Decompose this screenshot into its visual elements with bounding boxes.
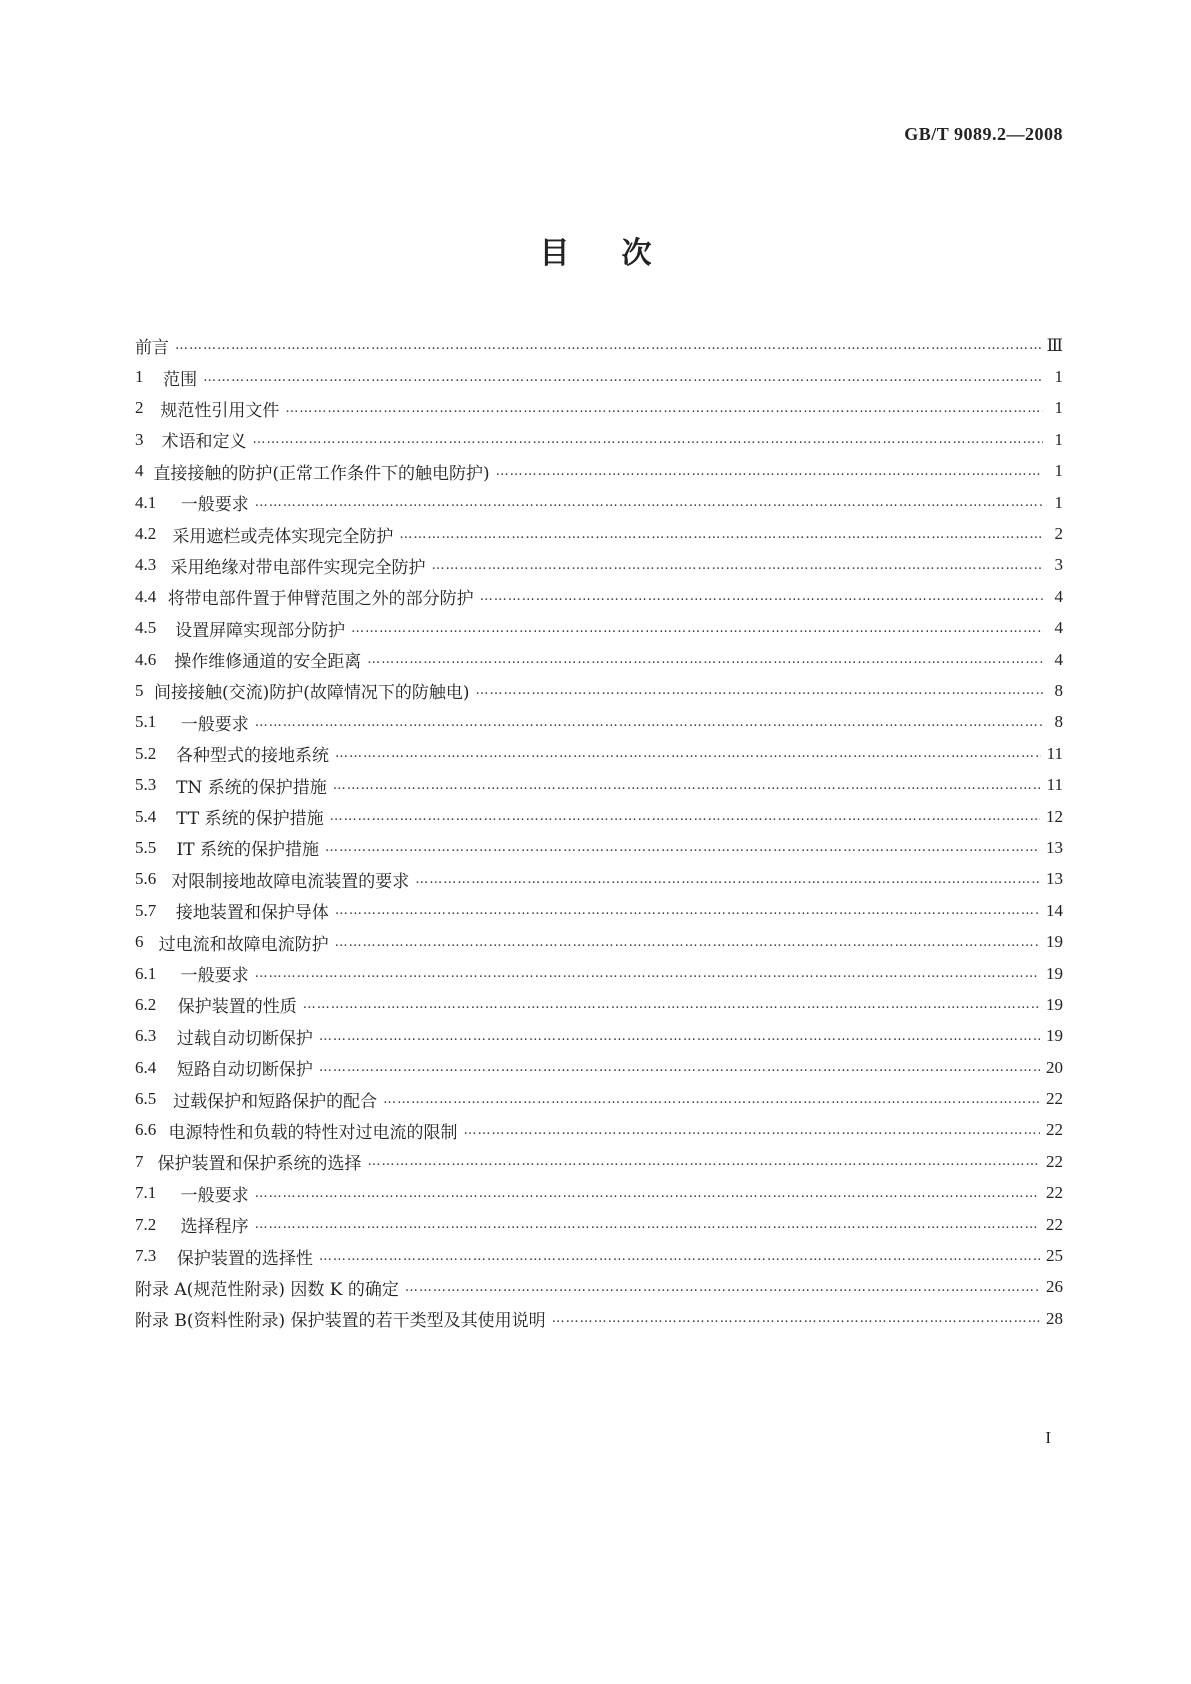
toc-leader-dots [405, 1280, 1040, 1295]
toc-entry[interactable] [135, 1303, 1063, 1334]
toc-entry-page: 22 [1046, 1214, 1063, 1234]
toc-entry-number: 7 [135, 1151, 144, 1171]
toc-entry[interactable] [135, 550, 1063, 581]
toc-leader-dots [463, 1123, 1040, 1138]
toc-leader-dots [415, 872, 1040, 887]
toc-leader-dots [252, 432, 1043, 447]
toc-leader-dots [552, 1311, 1040, 1326]
toc-entry-number: 6.5 [135, 1089, 157, 1109]
toc-entry-label: 采用绝缘对带电部件实现完全防护 [170, 557, 426, 578]
toc-entry-page: 19 [1046, 963, 1063, 983]
toc-entry[interactable] [135, 675, 1063, 706]
toc-entry-number: 6.3 [135, 1026, 157, 1046]
toc-entry-page: 19 [1046, 994, 1063, 1014]
toc-entry[interactable] [135, 581, 1063, 612]
toc-entry-number: 4 [135, 461, 144, 481]
toc-entry-label: IT 系统的保护措施 [176, 840, 319, 861]
toc-entry-number: 6.6 [135, 1120, 157, 1140]
toc-leader-dots [319, 1249, 1040, 1264]
toc-leader-dots [335, 903, 1040, 918]
toc-entry-number: 5.7 [135, 900, 157, 920]
toc-entry-page: 22 [1046, 1089, 1063, 1109]
toc-entry-number: 5.1 [135, 712, 157, 732]
toc-leader-dots [319, 1060, 1040, 1075]
toc-entry-page: Ⅲ [1046, 335, 1063, 355]
toc-entry-label: 短路自动切断保护 [176, 1060, 313, 1081]
toc-leader-dots [325, 840, 1040, 855]
toc-leader-dots [175, 338, 1041, 353]
toc-leader-dots [319, 1029, 1040, 1044]
toc-entry-page: 1 [1054, 398, 1063, 418]
toc-leader-dots [476, 683, 1043, 698]
toc-entry-label: 操作维修通道的安全距离 [174, 652, 362, 673]
toc-entry-number: 4.1 [135, 492, 157, 512]
toc-entry-page: 1 [1054, 367, 1063, 387]
toc-entry-number: 5.3 [135, 775, 157, 795]
toc-entry-number: 5.6 [135, 869, 157, 889]
toc-entry-number: 5.4 [135, 806, 157, 826]
toc-entry-label: 接地装置和保护导体 [175, 903, 329, 924]
toc-entry-number: 4.6 [135, 649, 157, 669]
toc-entry-number: 5 [135, 680, 144, 700]
toc-entry-page: 12 [1046, 806, 1063, 826]
toc-entry-label: 设置屏障实现部分防护 [175, 620, 346, 641]
toc-entry[interactable] [135, 456, 1063, 487]
standard-code: GB/T 9089.2—2008 [904, 124, 1063, 144]
toc-leader-dots [480, 589, 1043, 604]
toc-entry-number: 6.4 [135, 1057, 157, 1077]
toc-entry-page: 1 [1054, 429, 1063, 449]
toc-leader-dots [303, 997, 1040, 1012]
toc-leader-dots [383, 1092, 1040, 1107]
toc-leader-dots [330, 809, 1040, 824]
toc-entry[interactable] [135, 1083, 1063, 1114]
toc-entry-page: 22 [1046, 1151, 1063, 1171]
toc-entry[interactable] [135, 1021, 1063, 1052]
toc-entry-number: 5.5 [135, 837, 157, 857]
toc-leader-dots [399, 527, 1043, 542]
toc-entry-number: 4.5 [135, 618, 157, 638]
toc-entry-number: 1 [135, 367, 144, 387]
toc-entry-page: 13 [1046, 869, 1063, 889]
toc-entry[interactable] [135, 895, 1063, 926]
toc-entry-page: 19 [1046, 932, 1063, 952]
toc-entry[interactable] [135, 1272, 1063, 1303]
toc-entry[interactable] [135, 958, 1063, 989]
toc-entry[interactable] [135, 864, 1063, 895]
toc-entry-page: 20 [1046, 1057, 1063, 1077]
toc-entry[interactable] [135, 424, 1063, 455]
toc-entry-label: 一般要求 [180, 1185, 249, 1206]
toc-leader-dots [255, 1186, 1040, 1201]
toc-leader-dots [367, 652, 1043, 667]
toc-entry-number: 7.1 [135, 1183, 157, 1203]
toc-entry[interactable] [135, 361, 1063, 392]
toc-entry[interactable] [135, 1209, 1063, 1240]
toc-leader-dots [333, 778, 1041, 793]
toc-entry[interactable] [135, 738, 1063, 769]
toc-entry-label: 过载保护和短路保护的配合 [173, 1091, 378, 1112]
toc-entry-number: 6.2 [135, 994, 157, 1014]
toc-entry-page: 8 [1054, 712, 1063, 732]
toc-entry[interactable] [135, 518, 1063, 549]
toc-entry[interactable] [135, 393, 1063, 424]
toc-entry-label: 选择程序 [180, 1217, 249, 1238]
toc-leader-dots [255, 1217, 1040, 1232]
table-of-contents [135, 330, 1063, 1335]
toc-entry-number: 7.2 [135, 1214, 157, 1234]
toc-entry-label: 各种型式的接地系统 [175, 746, 329, 767]
toc-entry-page: 25 [1046, 1246, 1063, 1266]
toc-entry[interactable] [135, 613, 1063, 644]
toc-entry[interactable] [135, 989, 1063, 1020]
toc-leader-dots [203, 370, 1043, 385]
toc-entry-label: 一般要求 [180, 714, 249, 735]
toc-entry[interactable] [135, 1240, 1063, 1271]
toc-entry-label: 附录 B(资料性附录) 保护装置的若干类型及其使用说明 [135, 1311, 546, 1332]
toc-leader-dots [335, 746, 1041, 761]
toc-entry[interactable] [135, 926, 1063, 957]
toc-entry-label: 保护装置和保护系统的选择 [157, 1154, 362, 1175]
toc-entry-page: 11 [1046, 775, 1063, 795]
toc-entry-label: 过电流和故障电流防护 [158, 934, 329, 955]
toc-entry[interactable] [135, 769, 1063, 800]
toc-entry[interactable] [135, 801, 1063, 832]
toc-entry[interactable] [135, 1052, 1063, 1083]
toc-entry-label: 对限制接地故障电流装置的要求 [171, 871, 410, 892]
toc-entry-label: 采用遮栏或壳体实现完全防护 [172, 526, 394, 547]
toc-entry-page: 4 [1054, 649, 1063, 669]
toc-leader-dots [255, 495, 1043, 510]
toc-leader-dots [496, 464, 1043, 479]
toc-entry-number: 6.1 [135, 963, 157, 983]
toc-entry-page: 22 [1046, 1183, 1063, 1203]
toc-entry-page: 19 [1046, 1026, 1063, 1046]
page-number: I [1045, 1428, 1051, 1447]
toc-entry-label: TN 系统的保护措施 [176, 777, 327, 798]
toc-entry[interactable] [135, 1146, 1063, 1177]
toc-entry-page: 28 [1046, 1308, 1063, 1328]
toc-leader-dots [368, 1154, 1040, 1169]
toc-entry-page: 13 [1046, 837, 1063, 857]
toc-entry-number: 5.2 [135, 743, 157, 763]
toc-entry[interactable] [135, 707, 1063, 738]
toc-entry-label: 附录 A(规范性附录) 因数 K 的确定 [135, 1279, 399, 1300]
page-title: 目次 [539, 236, 704, 271]
toc-entry[interactable] [135, 330, 1063, 361]
toc-leader-dots [351, 621, 1043, 636]
toc-entry-number: 4.2 [135, 524, 157, 544]
toc-entry-label: 规范性引用文件 [160, 400, 280, 421]
toc-entry[interactable] [135, 1178, 1063, 1209]
toc-entry-label: 电源特性和负载的特性对过电流的限制 [168, 1122, 458, 1143]
toc-entry-label: 一般要求 [180, 966, 249, 986]
toc-entry-label: 前言 [135, 338, 169, 359]
toc-entry-label: 术语和定义 [161, 432, 247, 453]
toc-entry-page: 4 [1054, 586, 1063, 606]
toc-leader-dots [335, 935, 1040, 950]
toc-entry-label: 直接接触的防护(正常工作条件下的触电防护) [153, 463, 490, 484]
toc-entry-label: TT 系统的保护措施 [176, 809, 324, 830]
toc-entry-label: 将带电部件置于伸臂范围之外的部分防护 [167, 589, 474, 610]
toc-entry-label: 一般要求 [180, 495, 249, 516]
toc-entry-page: 8 [1054, 680, 1063, 700]
toc-leader-dots [285, 401, 1043, 416]
toc-entry-number: 4.3 [135, 555, 157, 575]
toc-entry-number: 7.3 [135, 1246, 157, 1266]
toc-entry-label: 间接接触(交流)防护(故障情况下的防触电) [154, 683, 470, 704]
toc-entry-page: 11 [1046, 743, 1063, 763]
toc-entry-number: 2 [135, 398, 144, 418]
toc-entry-page: 1 [1054, 492, 1063, 512]
toc-entry-label: 过载自动切断保护 [176, 1028, 313, 1049]
toc-entry-page: 2 [1054, 524, 1063, 544]
toc-entry[interactable] [135, 487, 1063, 518]
toc-entry-page: 22 [1046, 1120, 1063, 1140]
toc-entry-label: 保护装置的性质 [177, 997, 297, 1018]
toc-entry-number: 6 [135, 932, 144, 952]
toc-entry[interactable] [135, 1115, 1063, 1146]
toc-entry-page: 4 [1054, 618, 1063, 638]
toc-entry-page: 26 [1046, 1277, 1063, 1297]
toc-entry-number: 4.4 [135, 586, 157, 606]
toc-leader-dots [255, 715, 1043, 730]
toc-entry[interactable] [135, 832, 1063, 863]
toc-entry-page: 14 [1046, 900, 1063, 920]
toc-leader-dots [431, 558, 1043, 573]
toc-entry-number: 3 [135, 429, 144, 449]
toc-entry[interactable] [135, 644, 1063, 675]
toc-entry-label: 保护装置的选择性 [176, 1248, 313, 1269]
toc-entry-page: 3 [1054, 555, 1063, 575]
toc-leader-dots [255, 966, 1040, 981]
toc-entry-label: 范围 [163, 369, 198, 390]
toc-entry-page: 1 [1054, 461, 1063, 481]
